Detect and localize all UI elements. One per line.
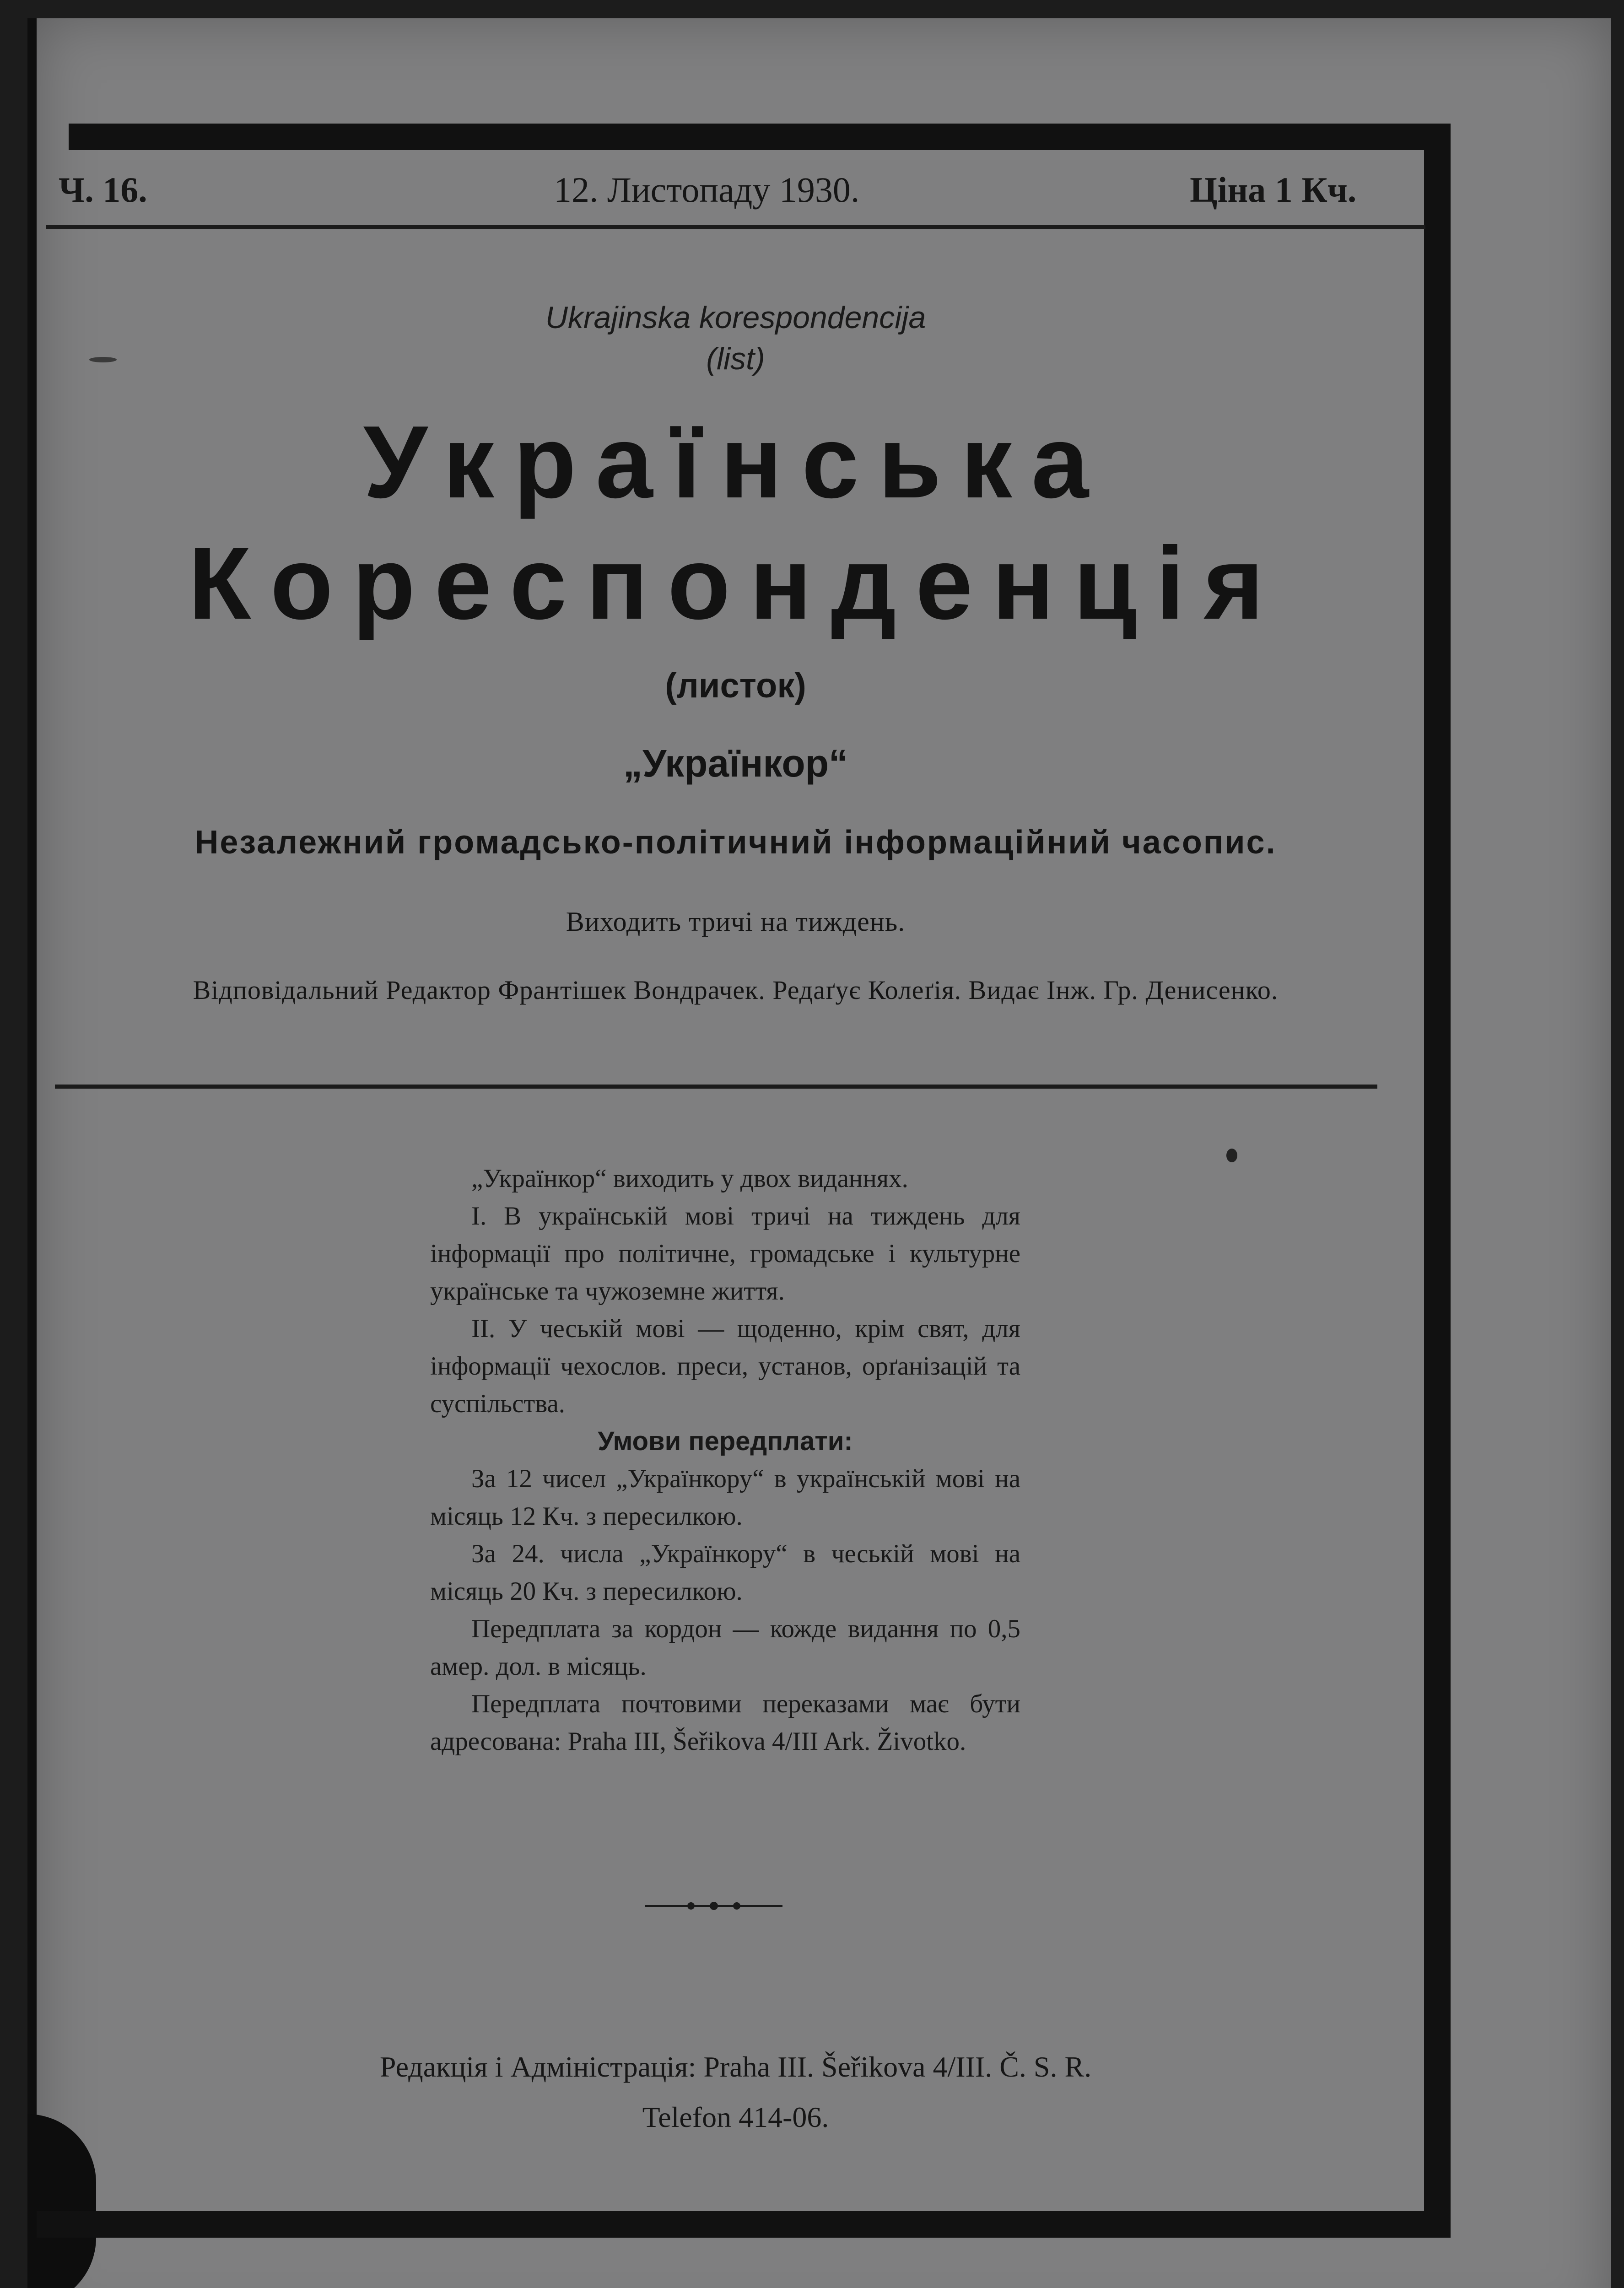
masthead-credits: Відповідальний Редактор Франтішек Вондрачек. Редаґує Колеґія. Видає Інж. Гр. Денисенко. xyxy=(193,975,1279,1005)
info-column xyxy=(430,1160,1020,1760)
masthead-description: Незалежний громадсько-політичний інформаційний часопис. xyxy=(194,824,1277,861)
subscription-heading: Умови передплати: xyxy=(598,1426,853,1456)
editions-intro: „Українкор“ виходить у двох виданнях. xyxy=(471,1164,908,1193)
masthead-subtitle: (листок) xyxy=(665,666,806,705)
subscription-abroad: Передплата за кордон — кожде видання по 0,5 амер. дол. в місяць. xyxy=(430,1614,1020,1681)
page-title-line2: Кореспонденція xyxy=(188,525,1283,641)
subscription-czech: За 24. числа „Українкору“ в чеській мові на місяць 20 Кч. з пересилкою. xyxy=(430,1539,1020,1606)
header-rule xyxy=(46,225,1425,229)
edition-ukrainian: I. В українській мові тричі на тиждень для інформації про політичне, громадське і культурне українське та чужоземне життя. xyxy=(430,1202,1020,1306)
frame-border-right xyxy=(1424,124,1451,2238)
frame-border-top xyxy=(69,124,1451,150)
ink-speck xyxy=(1226,1149,1237,1162)
edition-czech: II. У чеській мові — щоденно, крім свят, для інформації чехослов. преси, установ, орґанізацій та суспільства. xyxy=(430,1314,1020,1418)
ornament-divider xyxy=(645,1899,782,1913)
issue-number: Ч. 16. xyxy=(59,170,147,210)
subscription-ukrainian: За 12 чисел „Українкору“ в українській мові на місяць 12 Кч. з пересилкою. xyxy=(430,1464,1020,1531)
footer-phone: Telefon 414-06. xyxy=(642,2101,829,2133)
masthead-short-name: „Українкор“ xyxy=(623,742,848,785)
issue-date: 12. Листопаду 1930. xyxy=(554,170,860,210)
binding-edge xyxy=(27,18,37,2288)
ink-speck xyxy=(89,357,117,362)
page-title-line1: Українська xyxy=(363,404,1108,519)
latin-title: Ukrajinska korespondencija xyxy=(545,300,926,335)
subscription-postal: Передплата почтовими переказами має бути адресована: Praha III, Šeřikova 4/III Ark. Životko. xyxy=(430,1689,1020,1756)
footer-address: Редакція і Адміністрація: Praha III. Šeřikova 4/III. Č. S. R. xyxy=(379,2051,1092,2083)
latin-subtitle: (list) xyxy=(706,341,765,376)
masthead-frequency: Виходить тричі на тиждень. xyxy=(566,907,906,937)
issue-price: Ціна 1 Кч. xyxy=(1190,170,1357,210)
section-rule xyxy=(55,1085,1377,1089)
frame-border-bottom xyxy=(37,2211,1451,2238)
